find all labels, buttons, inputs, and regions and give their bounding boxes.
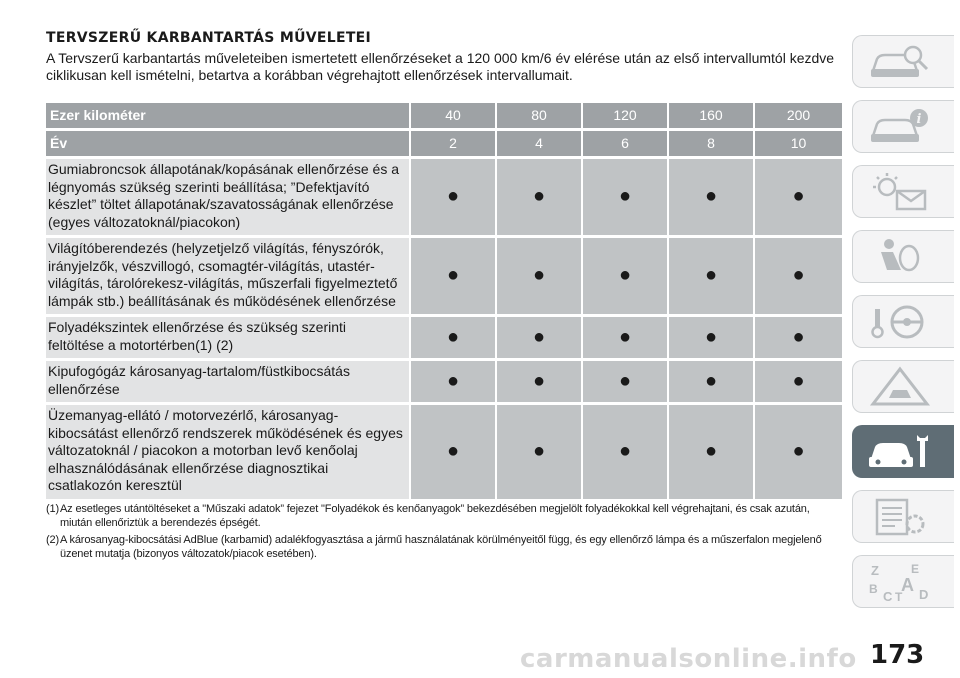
- year-label: Év: [46, 131, 409, 156]
- check-mark: ●: [495, 317, 581, 358]
- tab-index[interactable]: [852, 555, 954, 608]
- tab-car-search[interactable]: [852, 35, 954, 88]
- check-mark: ●: [495, 405, 581, 499]
- check-mark: ●: [409, 159, 495, 235]
- row-description: Kipufogógáz károsanyag-tartalom/füstkibocsátás ellenőrzése: [46, 361, 409, 402]
- svg-text:i: i: [916, 111, 922, 127]
- index-letter: E: [911, 561, 920, 576]
- footnote: [46, 533, 842, 561]
- check-mark: ●: [667, 238, 753, 314]
- check-mark: ●: [495, 361, 581, 402]
- year-value: 4: [495, 131, 581, 156]
- year-header-row: [46, 131, 842, 156]
- check-mark: ●: [753, 317, 842, 358]
- tab-lights-messages[interactable]: [852, 165, 954, 218]
- check-mark: ●: [667, 317, 753, 358]
- km-value: 80: [495, 103, 581, 128]
- airbag-seat-icon: [867, 236, 933, 278]
- tab-emergency[interactable]: [852, 360, 954, 413]
- check-mark: ●: [753, 238, 842, 314]
- warning-triangle-icon: [867, 366, 933, 408]
- index-letter: A: [901, 574, 914, 595]
- tab-starting-driving[interactable]: [852, 295, 954, 348]
- check-mark: ●: [409, 238, 495, 314]
- check-mark: ●: [581, 405, 667, 499]
- page-number: 173: [870, 640, 925, 670]
- check-mark: ●: [495, 159, 581, 235]
- footnote-ref: (1): [46, 502, 59, 515]
- check-mark: ●: [409, 405, 495, 499]
- year-value: 6: [581, 131, 667, 156]
- check-mark: ●: [667, 405, 753, 499]
- footnotes: [46, 502, 842, 561]
- year-value: 2: [409, 131, 495, 156]
- check-mark: ●: [581, 159, 667, 235]
- row-description: Üzemanyag-ellátó / motorvezérlő, károsanyag-kibocsátást ellenőrző rendszerek működésének és egyes változatoknál / piacokon a motorban levő kenőolaj elhasználódásának ellenőrzése diagnosztikai csatlakozón keresztül: [46, 405, 409, 499]
- km-value: 160: [667, 103, 753, 128]
- index-letter: T: [895, 589, 903, 603]
- table-row: [46, 238, 842, 314]
- page-title: TERVSZERŰ KARBANTARTÁS MŰVELETEI: [46, 30, 372, 46]
- km-value: 200: [753, 103, 842, 128]
- main-content: [46, 30, 842, 564]
- table-row: [46, 159, 842, 235]
- lights-message-icon: [867, 171, 933, 213]
- car-search-icon: [867, 41, 933, 83]
- intro-paragraph: A Tervszerű karbantartás műveleteiben ismertetett ellenőrzéseket a 120 000 km/6 év elérése után az első intervallumtól kezdve ciklikusan kell ismételni, betartva a korábban végrehajtott ellenőrzések intervallumait.: [46, 50, 835, 83]
- row-description: Folyadékszintek ellenőrzése és szükség szerinti feltöltése a motortérben(1) (2): [46, 317, 409, 358]
- car-info-icon: [867, 106, 933, 148]
- check-mark: ●: [409, 361, 495, 402]
- alphabet-index-icon: [867, 561, 933, 603]
- row-description: Gumiabroncsok állapotának/kopásának ellenőrzése és a légnyomás szükség szerinti beállítása; ”Defektjavító készlet” töltet állapotának/szavatosságának ellenőrzése (egyes változatoknál/piacokon): [46, 159, 409, 235]
- maintenance-table: [46, 100, 842, 502]
- check-mark: ●: [753, 159, 842, 235]
- check-mark: ●: [581, 238, 667, 314]
- tab-technical-data[interactable]: [852, 490, 954, 543]
- steering-key-icon: [867, 301, 933, 343]
- km-header-row: [46, 103, 842, 128]
- row-description: Világítóberendezés (helyzetjelző világítás, fényszórók, irányjelzők, vészvillogó, csomagtér-világítás, utastér-világítás, tárolórekesz-világítás, műszerfali figyelmeztető lámpák stb.) beállításának és működésének ellenőrzése: [46, 238, 409, 314]
- check-mark: ●: [409, 317, 495, 358]
- check-mark: ●: [753, 361, 842, 402]
- year-value: 8: [667, 131, 753, 156]
- car-wrench-icon: [867, 431, 933, 473]
- check-mark: ●: [581, 361, 667, 402]
- year-value: 10: [753, 131, 842, 156]
- index-letter: D: [919, 586, 929, 602]
- tab-maintenance[interactable]: [852, 425, 954, 478]
- spec-sheet-icon: [867, 496, 933, 538]
- index-letter: B: [869, 581, 878, 596]
- watermark: carmanualsonline.info: [520, 644, 857, 674]
- footnote: [46, 502, 842, 530]
- check-mark: ●: [667, 159, 753, 235]
- table-row: [46, 317, 842, 358]
- chapter-tabs: [852, 35, 960, 620]
- check-mark: ●: [581, 317, 667, 358]
- km-value: 40: [409, 103, 495, 128]
- footnote-text: A károsanyag-kibocsátási AdBlue (karbamid) adalékfogyasztása a jármű használatának körülményeitől függ, és egy ellenőrző lámpa és a műszerfalon megjelenő üzenet mutatja (bizonyos változatok/piacok esetében).: [60, 533, 822, 560]
- tab-car-info[interactable]: [852, 100, 954, 153]
- index-letter: Z: [871, 562, 879, 578]
- km-label: Ezer kilométer: [46, 103, 409, 128]
- table-row: [46, 361, 842, 402]
- check-mark: ●: [495, 238, 581, 314]
- check-mark: ●: [667, 361, 753, 402]
- index-letter: C: [883, 588, 893, 603]
- footnote-text: Az esetleges utántöltéseket a "Műszaki adatok” fejezet "Folyadékok és kenőanyagok” bekezdésében megjelölt folyadékokkal kell végrehajtani, és csak azután, miután ellenőriztük a berendezés épségét.: [60, 502, 810, 529]
- km-value: 120: [581, 103, 667, 128]
- tab-safety[interactable]: [852, 230, 954, 283]
- footnote-ref: (2): [46, 533, 59, 546]
- check-mark: ●: [753, 405, 842, 499]
- table-row: [46, 405, 842, 499]
